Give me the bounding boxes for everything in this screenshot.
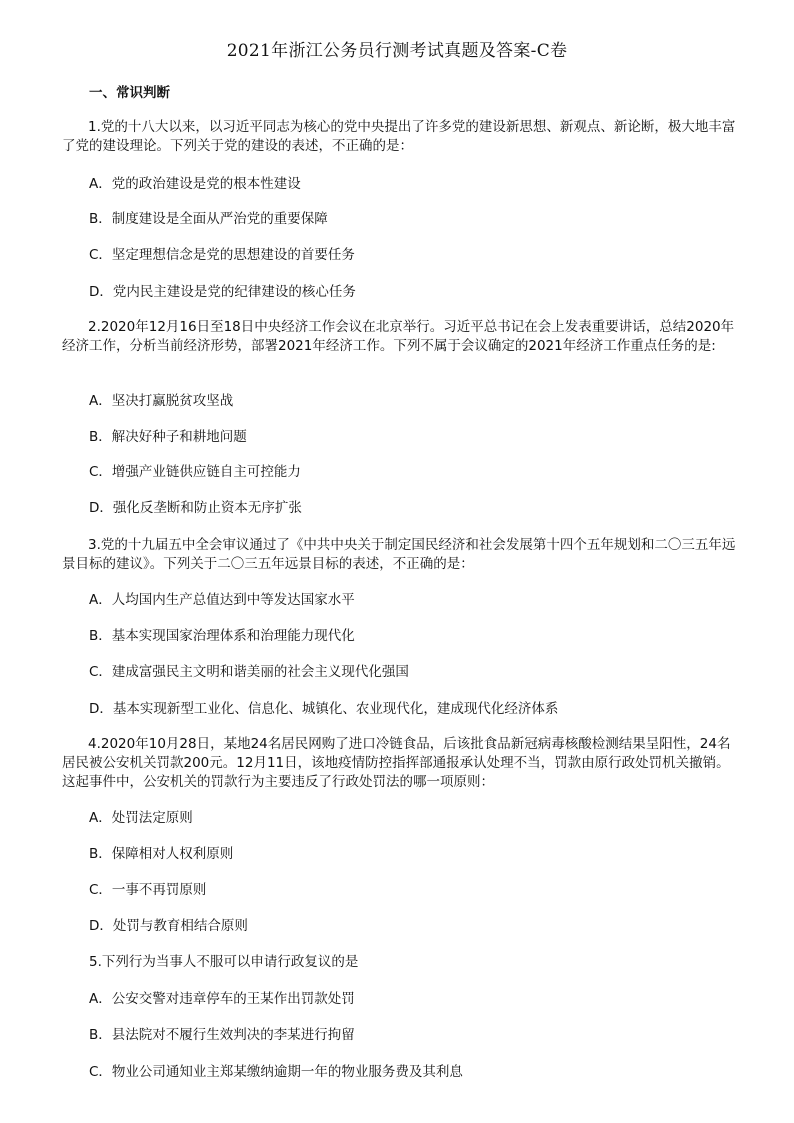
section-heading: 一、常识判断 [89, 85, 170, 101]
question-4-option-a: A．处罚法定原则 [89, 810, 193, 826]
question-3-option-b: B．基本实现国家治理体系和治理能力现代化 [89, 628, 355, 644]
question-1-option-c: C．坚定理想信念是党的思想建设的首要任务 [89, 247, 355, 263]
question-1-option-a: A．党的政治建设是党的根本性建设 [89, 176, 301, 192]
question-5-stem: 5.下列行为当事人不服可以申请行政复议的是 [89, 954, 359, 970]
question-4-option-c: C．一事不再罚原则 [89, 882, 207, 898]
question-5-option-a: A．公安交警对违章停车的王某作出罚款处罚 [89, 991, 355, 1007]
question-3-stem: 3.党的十九届五中全会审议通过了《中共中央关于制定国民经济和社会发展第十四个五年规划和二〇三五年远景目标的建议》。下列关于二〇三五年远景目标的表述，不正确的是： [62, 537, 736, 572]
document-title: 2021年浙江公务员行测考试真题及答案-C卷 [226, 41, 568, 61]
question-2-option-b: B．解决好种子和耕地问题 [89, 429, 247, 445]
question-4-stem: 4.2020年10月28日，某地24名居民网购了进口冷链食品，后该批食品新冠病毒核酸检测结果呈阳性，24名居民被公安机关罚款200元。12月11日，该地疫情防控指挥部通报承认处理不当，罚款由原行政处罚机关撤销。这起事件中，公安机关的罚款行为主要违反了行政处罚法的哪一项原则： [62, 736, 731, 790]
question-4-option-d: D．处罚与教育相结合原则 [89, 918, 248, 934]
question-1-option-d: D．党内民主建设是党的纪律建设的核心任务 [89, 284, 356, 300]
question-5-option-c: C．物业公司通知业主郑某缴纳逾期一年的物业服务费及其利息 [89, 1064, 463, 1080]
question-1-stem: 1.党的十八大以来，以习近平同志为核心的党中央提出了许多党的建设新思想、新观点、新论断，极大地丰富了党的建设理论。下列关于党的建设的表述，不正确的是： [62, 119, 736, 154]
question-3-option-a: A．人均国内生产总值达到中等发达国家水平 [89, 592, 355, 608]
question-4-option-b: B．保障相对人权利原则 [89, 846, 234, 862]
question-3-option-c: C．建成富强民主文明和谐美丽的社会主义现代化强国 [89, 664, 409, 680]
question-3-option-d: D．基本实现新型工业化、信息化、城镇化、农业现代化，建成现代化经济体系 [89, 701, 559, 717]
question-2-option-c: C．增强产业链供应链自主可控能力 [89, 464, 301, 480]
question-5-option-b: B．县法院对不履行生效判决的李某进行拘留 [89, 1027, 355, 1043]
question-1-option-b: B．制度建设是全面从严治党的重要保障 [89, 211, 328, 227]
question-2-option-a: A．坚决打赢脱贫攻坚战 [89, 393, 234, 409]
question-2-option-d: D．强化反垄断和防止资本无序扩张 [89, 500, 302, 516]
question-2-stem: 2.2020年12月16日至18日中央经济工作会议在北京举行。习近平总书记在会上发表重要讲话，总结2020年经济工作，分析当前经济形势，部署2021年经济工作。下列不属于会议确定的2021年经济工作重点任务的是: [62, 319, 735, 354]
